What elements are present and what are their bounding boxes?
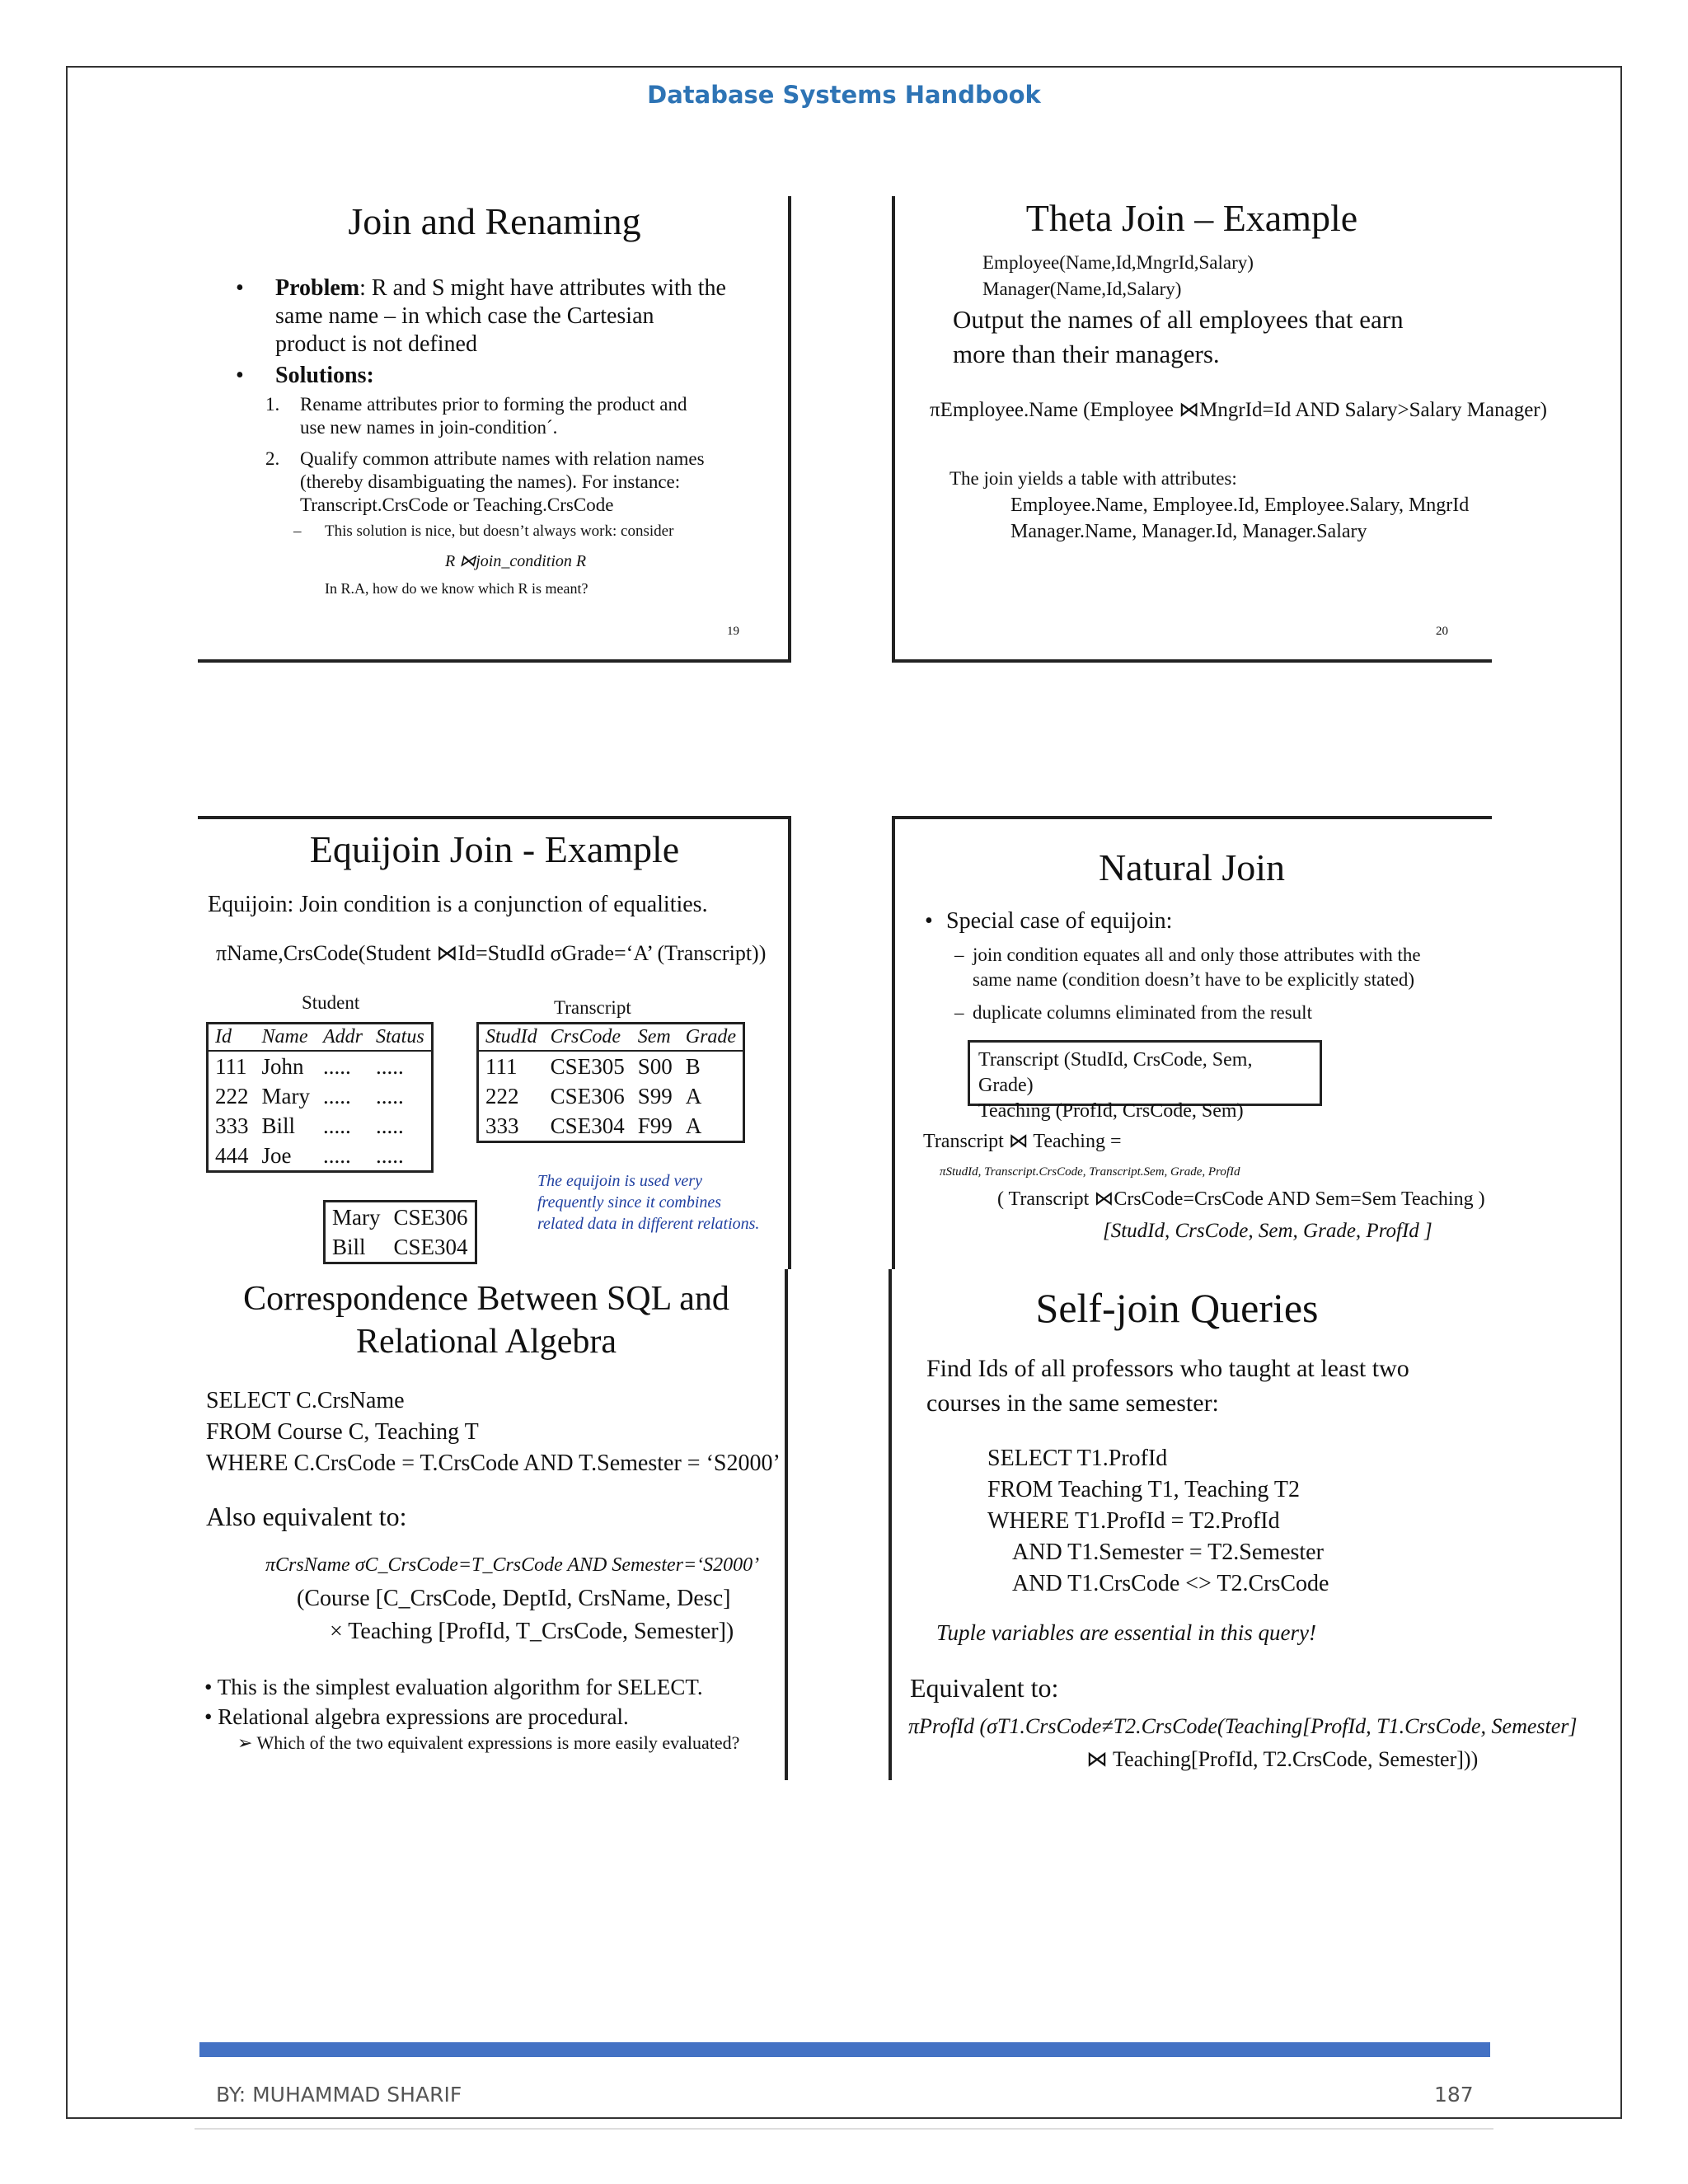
dash-note: This solution is nice, but doesn’t always work: consider <box>325 523 674 540</box>
transcript-table <box>476 1022 745 1143</box>
transcript-schema: Transcript (StudId, CrsCode, Sem, Grade) <box>978 1049 1253 1096</box>
column-header: Name <box>256 1024 316 1052</box>
natural-join-sub-2: duplicate columns eliminated from the result <box>973 1002 1312 1023</box>
slide-title-line-2: Relational Algebra <box>355 1323 617 1361</box>
column-header: Grade <box>679 1024 744 1052</box>
transcript-table-caption: Transcript <box>554 997 631 1018</box>
equijoin-note-line-1: The equijoin is used very <box>537 1172 702 1190</box>
question-text: In R.A, how do we know which R is meant? <box>325 580 588 597</box>
slide-natural-join: Natural Join • Special case of equijoin: – join condition equates all and only those attributes with the same name (condition doesn’t have to be explicitly stated) – duplicate columns eliminated from the result Transcript (StudId, CrsCode, Sem, Grade) Teaching (ProfId, CrsCode, Sem) Transcript ⋈ Teaching = πStudId, Transcript.CrsCode, Transcript.Sem, Grade, ProfId ( Transcript ⋈CrsCode=CrsCode AND Sem=Sem Teaching ) [StudId, CrsCode, Sem, Grade, ProfId ] <box>892 816 1492 1269</box>
column-header: Addr <box>316 1024 369 1052</box>
student-table-caption: Student <box>302 992 360 1013</box>
theta-join-expression: ( Transcript ⋈CrsCode=CrsCode AND Sem=Sem Teaching ) <box>997 1188 1485 1210</box>
solution-2-number: 2. <box>265 448 280 469</box>
column-header: Id <box>208 1024 256 1052</box>
natural-join-sub-1b: same name (condition doesn’t have to be explicitly stated) <box>973 969 1415 990</box>
column-header: CrsCode <box>544 1024 631 1052</box>
problem-line-2: same name – in which case the Cartesian <box>275 303 654 329</box>
natural-join-expression: Transcript ⋈ Teaching = <box>923 1131 1122 1152</box>
result-table <box>323 1200 477 1264</box>
attributes-line-2: Manager.Name, Manager.Id, Manager.Salary <box>1010 521 1367 542</box>
natural-join-bullet: Special case of equijoin: <box>946 908 1173 934</box>
bullet-simplest-algorithm: • This is the simplest evaluation algorithm for SELECT. <box>204 1675 703 1699</box>
question-line-2: courses in the same semester: <box>926 1390 1219 1417</box>
slide-border-bottom <box>892 659 1492 663</box>
table-row: 222 Mary ..... ..... <box>215 1084 404 1108</box>
slide-border-right <box>788 816 791 1269</box>
table-row: 333 CSE304 F99 A <box>485 1113 702 1138</box>
natural-join-sub-1a: join condition equates all and only those attributes with the <box>973 944 1421 965</box>
join-formula: R ⋈join_condition R <box>445 552 587 570</box>
theta-join-formula: πEmployee.Name (Employee ⋈MngrId=Id AND Salary>Salary Manager) <box>930 399 1547 421</box>
footer-divider <box>195 2128 1493 2130</box>
solutions-label: Solutions <box>275 363 367 388</box>
slide-page-number: 20 <box>1436 625 1448 638</box>
slide-equijoin-example <box>198 816 791 1269</box>
projection-list: πStudId, Transcript.CrsCode, Transcript.Sem, Grade, ProfId <box>940 1165 1240 1179</box>
solution-1-line-1: Rename attributes prior to forming the product and <box>300 394 687 415</box>
slide-border-bottom <box>198 659 791 663</box>
slide-page-number: 19 <box>727 625 739 638</box>
tuple-variables-note: Tuple variables are essential in this query! <box>936 1620 1316 1645</box>
table-row: 111 CSE305 S00 B <box>485 1054 701 1079</box>
student-table <box>206 1022 434 1173</box>
ra-line-2: ⋈ Teaching[ProfId, T2.CrsCode, Semester])) <box>1086 1747 1479 1771</box>
solution-1-number: 1. <box>265 394 280 415</box>
column-header: Sem <box>631 1024 679 1052</box>
slide-title: Theta Join – Example <box>1025 197 1358 239</box>
problem-line: Problem: R and S might have attributes with the <box>275 275 726 301</box>
question-line-1: Find Ids of all professors who taught at least two <box>926 1355 1409 1382</box>
slide-self-join-queries <box>889 1269 1578 1780</box>
column-header: StudId <box>478 1024 544 1052</box>
sql-where-line: WHERE T1.ProfId = T2.ProfId <box>987 1508 1280 1534</box>
slide-theta-join-example <box>892 196 1547 663</box>
table-row: Mary CSE306 <box>332 1205 468 1230</box>
sql-and-line-2: AND T1.CrsCode <> T2.CrsCode <box>1012 1571 1329 1596</box>
sql-where-line: WHERE C.CrsCode = T.CrsCode AND T.Semester = ‘S2000’ <box>206 1451 781 1476</box>
table-row: Bill CSE304 <box>332 1235 468 1259</box>
ra-line-3: × Teaching [ProfId, T_CrsCode, Semester]) <box>330 1619 734 1644</box>
bullet-procedural: • Relational algebra expressions are procedural. <box>204 1704 629 1729</box>
output-line-2: more than their managers. <box>953 340 1220 368</box>
table-row: 333 Bill ..... ..... <box>215 1113 404 1138</box>
sql-select-line: SELECT C.CrsName <box>206 1388 405 1413</box>
problem-line-3: product is not defined <box>275 331 477 357</box>
footer-author: BY: MUHAMMAD SHARIF <box>216 2083 462 2107</box>
sql-from-line: FROM Course C, Teaching T <box>206 1419 479 1445</box>
slide-border-left <box>889 1269 892 1780</box>
slide-title: Join and Renaming <box>348 200 641 242</box>
slide-sql-relational-algebra <box>198 1269 791 1780</box>
schema-box <box>968 1040 1322 1122</box>
slide-border-left <box>892 196 895 663</box>
solution-2-line-1: Qualify common attribute names with relation names <box>300 448 705 469</box>
footer-page-number: 187 <box>1434 2083 1474 2107</box>
ra-line-1: πProfId (σT1.CrsCode≠T2.CrsCode(Teaching[ProfId, T1.CrsCode, Semester] <box>908 1714 1578 1738</box>
table-header-row <box>478 1024 744 1052</box>
sql-select-line: SELECT T1.ProfId <box>987 1446 1168 1471</box>
result-attributes: [StudId, CrsCode, Sem, Grade, ProfId ] <box>1103 1220 1432 1242</box>
attributes-line-1: Employee.Name, Employee.Id, Employee.Salary, MngrId <box>1010 494 1470 516</box>
slide-title: Equijoin Join - Example <box>309 828 680 870</box>
also-equivalent-text: Also equivalent to: <box>206 1502 407 1531</box>
sql-and-line-1: AND T1.Semester = T2.Semester <box>1012 1540 1324 1565</box>
footer-accent-bar <box>199 2042 1490 2057</box>
ra-line-2: (Course [C_CrsCode, DeptId, CrsName, Desc] <box>297 1586 731 1611</box>
table-header-row <box>208 1024 433 1052</box>
slide-title: Natural Join <box>1098 846 1286 888</box>
output-line-1: Output the names of all employees that earn <box>953 305 1404 334</box>
column-header: Status <box>369 1024 432 1052</box>
slide-border-right <box>785 1269 788 1780</box>
sql-from-line: FROM Teaching T1, Teaching T2 <box>987 1477 1300 1502</box>
slide-title-line-1: Correspondence Between SQL and <box>243 1280 729 1318</box>
sub-bullet-question: ➢ Which of the two equivalent expressions is more easily evaluated? <box>237 1732 740 1753</box>
slide-border-right <box>788 196 791 663</box>
handbook-title: Database Systems Handbook <box>647 81 1041 109</box>
teaching-schema: Teaching (ProfId, CrsCode, Sem) <box>978 1100 1244 1122</box>
employee-schema: Employee(Name,Id,MngrId,Salary) <box>982 252 1254 273</box>
table-row: 444 Joe ..... ..... <box>215 1143 404 1168</box>
slide-join-and-renaming: Join and Renaming • Problem: R and S might have attributes with the same name – in which case the Cartesian product is not defined • Solutions: 1. Rename attributes prior to forming the product and use new names in join-condition´. 2. Qualify common attribute names with relation names (thereby disambiguating the names). For instance: Transcript.CrsCode or Teaching.CrsCode – This solution is nice, but doesn’t always work: consider R ⋈join_condition R In R.A, how do we know which R is meant? 19 <box>198 196 791 663</box>
solution-2-line-3: Transcript.CrsCode or Teaching.CrsCode <box>300 494 614 515</box>
slide-border-top <box>198 816 791 819</box>
ra-line-1: πCrsName σC_CrsCode=T_CrsCode AND Semester=‘S2000’ <box>265 1554 760 1576</box>
solution-1-line-2: use new names in join-condition´. <box>300 417 558 438</box>
equivalent-to-text: Equivalent to: <box>910 1673 1059 1703</box>
equijoin-note-line-2: frequently since it combines <box>537 1193 722 1212</box>
table-row: 222 CSE306 S99 A <box>485 1084 702 1108</box>
equijoin-definition: Equijoin: Join condition is a conjunction of equalities. <box>208 892 708 917</box>
equijoin-note-line-3: related data in different relations. <box>537 1215 760 1233</box>
slide-title: Self-join Queries <box>1035 1285 1319 1331</box>
solution-2-line-2: (thereby disambiguating the names). For instance: <box>300 471 681 492</box>
manager-schema: Manager(Name,Id,Salary) <box>982 279 1182 299</box>
slide-border-top <box>892 816 1492 819</box>
table-row: 111 John ..... ..... <box>215 1054 404 1079</box>
yields-text: The join yields a table with attributes: <box>950 468 1237 489</box>
equijoin-formula: πName,CrsCode(Student ⋈Id=StudId σGrade=‘A’ (Transcript)) <box>216 941 767 965</box>
